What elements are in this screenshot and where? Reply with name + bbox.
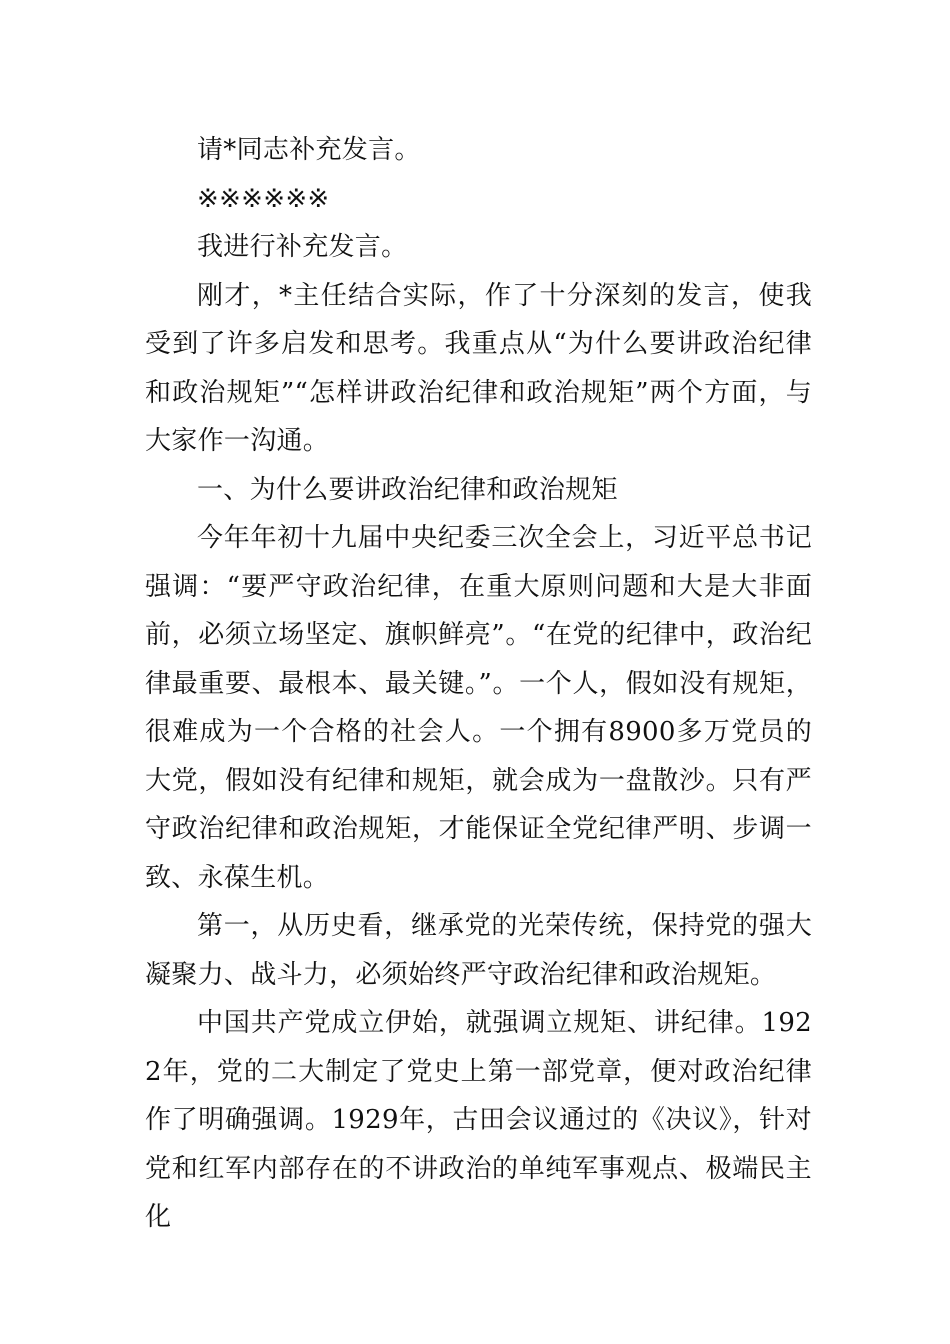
paragraph-intro: 刚才，*主任结合实际，作了十分深刻的发言，使我受到了许多启发和思考。我重点从“为什么要讲政治纪律和政治规矩”“怎样讲政治纪律和政治规矩”两个方面，与大家作一沟通。 [145,280,812,456]
paragraph-separator: ※※※※※※ [197,183,330,214]
section-heading-1: 一、为什么要讲政治纪律和政治规矩 [197,474,618,505]
paragraph-point-1: 第一，从历史看，继承党的光荣传统，保持党的强大凝聚力、战斗力，必须始终严守政治纪律和政治规矩。 [145,911,812,990]
paragraph-request: 请*同志补充发言。 [197,135,421,165]
paragraph-opening: 我进行补充发言。 [197,232,408,262]
paragraph-quote: 今年年初十九届中央纪委三次全会上，习近平总书记强调：“要严守政治纪律，在重大原则问题和大是大非面前，必须立场坚定、旗帜鲜亮”。“在党的纪律中，政治纪律最重要、最根本、最关键。”。一个人，假如没有规矩，很难成为一个合格的社会人。一个拥有8900多万党员的大党，假如没有纪律和规矩，就会成为一盘散沙。只有严守政治纪律和政治规矩，才能保证全党纪律严明、步调一致、永葆生机。 [145,523,812,893]
paragraph-history: 中国共产党成立伊始，就强调立规矩、讲纪律。1922年，党的二大制定了党史上第一部党章，便对政治纪律作了明确强调。1929年，古田会议通过的《决议》，针对党和红军内部存在的不讲政治的单纯军事观点、极端民主化 [145,1008,812,1232]
